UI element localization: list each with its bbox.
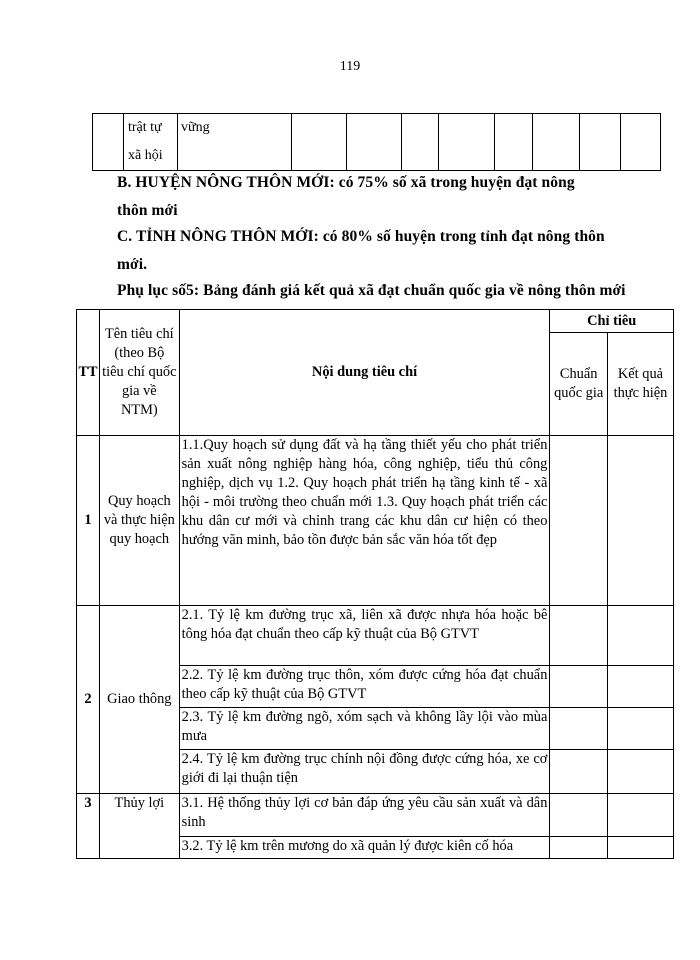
- header-national-standard: Chuẩn quốc gia: [550, 333, 608, 436]
- result-cell: [607, 436, 673, 606]
- standard-cell: [550, 794, 608, 837]
- header-content: Nội dung tiêu chí: [179, 310, 550, 436]
- criterion-name: Quy hoạch và thực hiện quy hoạch: [100, 436, 180, 606]
- table-cell: [495, 114, 533, 171]
- criterion-content: 3.1. Hệ thống thủy lợi cơ bản đáp ứng yêu cầu sản xuất và dân sinh: [179, 794, 550, 837]
- criterion-content: 3.2. Tỷ lệ km trên mương do xã quản lý được kiên cố hóa: [179, 837, 550, 859]
- row-number: 3: [77, 794, 100, 859]
- header-result: Kết quả thực hiện: [607, 333, 673, 436]
- cell-text: trật tự: [128, 120, 162, 135]
- table-cell: [533, 114, 580, 171]
- table-header-row: [77, 310, 674, 333]
- standard-cell: [550, 606, 608, 666]
- table-row: [93, 114, 661, 171]
- criterion-content: 2.1. Tỷ lệ km đường trục xã, liên xã được nhựa hóa hoặc bê tông hóa đạt chuẩn theo cấp kỹ thuật của Bộ GTVT: [179, 606, 550, 666]
- result-cell: [607, 750, 673, 794]
- cell-text: xã hội: [128, 148, 163, 163]
- table-cell: [347, 114, 402, 171]
- criterion-name: Giao thông: [100, 606, 180, 794]
- table-row: [77, 606, 674, 666]
- standard-cell: [550, 666, 608, 708]
- table-row: [77, 794, 674, 837]
- table-cell: [292, 114, 347, 171]
- standard-cell: [550, 750, 608, 794]
- criterion-content: 2.3. Tỷ lệ km đường ngõ, xóm sạch và không lầy lội vào mùa mưa: [179, 708, 550, 750]
- heading-c: C. TỈNH NÔNG THÔN MỚI: có 80% số huyện trong tỉnh đạt nông thôn: [117, 228, 605, 245]
- result-cell: [607, 708, 673, 750]
- heading-c-cont: mới.: [117, 256, 148, 273]
- table-cell: [580, 114, 621, 171]
- heading-b: B. HUYỆN NÔNG THÔN MỚI: có 75% số xã trong huyện đạt nông: [117, 174, 575, 191]
- standard-cell: [550, 708, 608, 750]
- heading-b-cont: thôn mới: [117, 202, 178, 219]
- page-number: 119: [339, 59, 361, 74]
- table-cell: [621, 114, 661, 171]
- result-cell: [607, 837, 673, 859]
- result-cell: [607, 666, 673, 708]
- criteria-table: [76, 309, 674, 859]
- criterion-name: Thủy lợi: [100, 794, 180, 859]
- table-cell: [93, 114, 124, 171]
- table-cell: vững: [178, 114, 292, 171]
- header-tt: TT: [77, 310, 100, 436]
- table-cell: [439, 114, 495, 171]
- result-cell: [607, 794, 673, 837]
- header-targets: Chỉ tiêu: [550, 310, 674, 333]
- appendix-title: Phụ lục số5: Bảng đánh giá kết quả xã đạt chuẩn quốc gia về nông thôn mới: [117, 282, 626, 299]
- row-number: 1: [77, 436, 100, 606]
- standard-cell: [550, 837, 608, 859]
- table-row: [77, 436, 674, 606]
- result-cell: [607, 606, 673, 666]
- criterion-content: 1.1.Quy hoạch sử dụng đất và hạ tầng thiết yếu cho phát triển sản xuất nông nghiệp hàng hóa, công nghiệp, tiểu thủ công nghiệp, dịch vụ 1.2. Quy hoạch phát triển hạ tầng kinh tế - xã hội - môi trường theo chuẩn mới 1.3. Quy hoạch phát triển các khu dân cư mới và chỉnh trang các khu dân cư hiện có theo hướng văn minh, bảo tồn được bản sắc văn hóa tốt đẹp: [179, 436, 550, 606]
- table-cell: [124, 114, 178, 171]
- row-number: 2: [77, 606, 100, 794]
- standard-cell: [550, 436, 608, 606]
- criterion-content: 2.4. Tỷ lệ km đường trục chính nội đồng được cứng hóa, xe cơ giới đi lại thuận tiện: [179, 750, 550, 794]
- criterion-content: 2.2. Tỷ lệ km đường trục thôn, xóm được cứng hóa đạt chuẩn theo cấp kỹ thuật của Bộ GTVT: [179, 666, 550, 708]
- header-criterion-name: Tên tiêu chí (theo Bộ tiêu chí quốc gia về NTM): [100, 310, 180, 436]
- continuation-table: [92, 113, 661, 171]
- table-cell: [402, 114, 439, 171]
